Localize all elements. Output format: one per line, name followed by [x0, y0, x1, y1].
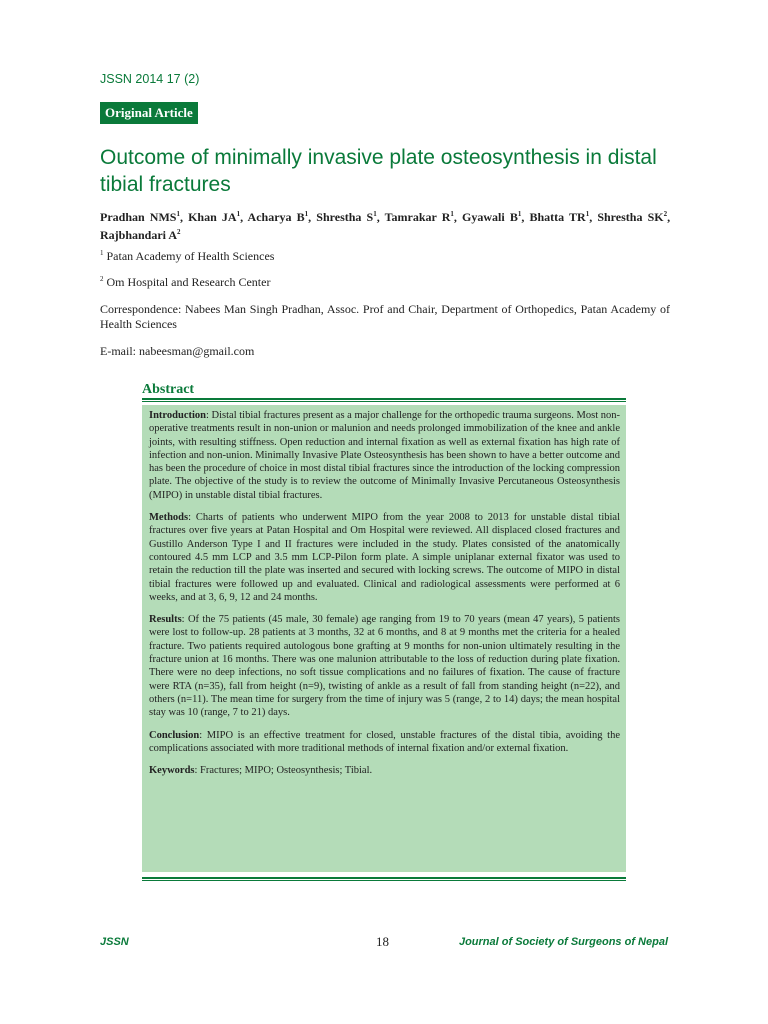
author-affiliation-mark: 1 [517, 210, 522, 218]
affiliation-number: 2 [100, 275, 104, 283]
page-number: 18 [376, 934, 389, 949]
article-type-badge: Original Article [100, 102, 198, 124]
correspondence [100, 302, 670, 332]
section-label: Results [149, 614, 182, 626]
affiliation-2 [100, 275, 270, 290]
author-affiliation-mark: 1 [176, 210, 180, 218]
author: Rajbhandari A [100, 228, 178, 242]
correspondence-label: Correspondence: [100, 302, 182, 316]
affiliation-1 [100, 249, 274, 264]
section-text: : Charts of patients who underwent MIPO from the year 2008 to 2013 for unstable distal tibial fractures over five years at Patan Hospital and Om Hospital were reviewed. All displaced closed fractures and Gustillo Anderson Type I and II fractures were included in the study. Plates consisted of the anatomically contoured 4.5 mm LCP and 3.5 mm LCP-Pilon form plate. A simple uniplanar external fixator was used to retain the reduction till the plate was inserted and secured with locking screws. The outcome of MIPO in distal tibial fractures were followed up and evaluated. Clinical and radiological assessments were performed at 6 weeks, and at 3, 6, 9, 12 and 24 months. [149, 512, 620, 603]
affiliation-number: 1 [100, 249, 104, 257]
author-affiliation-mark: 2 [177, 228, 181, 236]
section-text: : Of the 75 patients (45 male, 30 female) age ranging from 19 to 70 years (mean 47 years), 5 patients were lost to follow-up. 28 patients at 3 months, 32 at 6 months, and 8 at 9 months met the criteria for a healed fracture. Two patients required autologous bone grafting at 9 months for non-union ultimately resulting in the fracture union at 16 months. There was one malunion attributable to the loss of reduction during plate fixation. There were no deep infections, no soft tissue complications and no failures of fixation. The cause of fracture were RTA (n=35), fall from height (n=9), twisting of ankle as a result of fall from standing height (n=22), and others (n=11). The mean time for surgery from the time of injury was 5 (range, 2 to 14) days; the mean hospital stay was 10 (range, 7 to 21) days. [149, 614, 620, 719]
affiliation-name: Patan Academy of Health Sciences [106, 249, 275, 263]
author-affiliation-mark: 1 [236, 210, 241, 218]
section-text: : Fractures; MIPO; Osteosynthesis; Tibial. [194, 765, 373, 777]
author: Khan JA [188, 210, 237, 224]
author: Pradhan NMS [100, 210, 177, 224]
abstract-bottom-rule [142, 877, 626, 879]
abstract-box [142, 405, 626, 872]
footer-journal-abbrev: JSSN [100, 936, 129, 948]
section-label: Introduction [149, 410, 206, 421]
abstract-keywords [149, 764, 620, 777]
abstract-bottom-rule-thin [142, 880, 626, 881]
correspondence-text: Nabees Man Singh Pradhan, Assoc. Prof and Chair, Department of Orthopedics, Patan Academy of Health Sciences [100, 302, 671, 331]
author: Shrestha SK [597, 210, 664, 224]
footer-journal-name: Journal of Society of Surgeons of Nepal [458, 936, 668, 948]
section-text: : Distal tibial fractures present as a major challenge for the orthopedic trauma surgeons. Most non-operative treatments result in non-union or malunion and needs prolonged immobilization of the knee and ankle joints, with resulting stiffness. Open reduction and internal fixation as well as external fixation has high rate of infection and non-union. Minimally Invasive Plate Osteosynthesis has been shown to have a better outcome and has been the procedure of choice in most distal tibial fractures since the introduction of the locking compression plate. The objective of the study is to review the outcome of Minimally Invasive Percutaneous Osteosynthesis (MIPO) in unstable distal tibial fractures. [149, 410, 620, 501]
author: Tamrakar R [384, 210, 451, 224]
journal-reference: JSSN 2014 17 (2) [100, 72, 200, 86]
abstract-results [149, 613, 620, 719]
author: Gyawali B [462, 210, 518, 224]
section-text: : MIPO is an effective treatment for closed, unstable fractures of the distal tibia, avoiding the complications associated with more traditional methods of internal fixation and/or external fixation. [149, 729, 620, 754]
abstract-methods [149, 511, 620, 604]
abstract-introduction [149, 409, 620, 502]
abstract-heading: Abstract [142, 382, 195, 397]
author-affiliation-mark: 1 [304, 210, 309, 218]
author-list: Pradhan NMS$^1$, Khan $JA^1$, Acharya $B^1$, Shrestha $S^1$, Tamrakar $R^1$, Gyawali $B^1$, Bhatta $TR^1$, Shrestha $SK^2$, Rajbhandari $A^2$ [100, 210, 671, 242]
author-affiliation-mark: 2 [663, 210, 668, 218]
author: Bhatta TR [529, 210, 586, 224]
email: E-mail: nabeesman@gmail.com [100, 344, 255, 358]
author-affiliation-mark: 1 [450, 210, 454, 218]
affiliation-name: Om Hospital and Research Center [106, 275, 271, 289]
section-label: Methods [149, 512, 189, 524]
author-affiliation-mark: 1 [373, 210, 377, 218]
article-title: Outcome of minimally invasive plate osteosynthesis in distal tibial fractures [100, 146, 657, 196]
abstract-top-rule-thin [142, 401, 626, 402]
author: Acharya B [247, 210, 305, 224]
section-label: Keywords [149, 765, 195, 777]
abstract-top-rule [142, 398, 626, 400]
abstract-conclusion [149, 729, 620, 756]
author: Shrestha S [316, 210, 374, 224]
author-affiliation-mark: 1 [585, 210, 590, 218]
section-label: Conclusion [149, 729, 200, 741]
